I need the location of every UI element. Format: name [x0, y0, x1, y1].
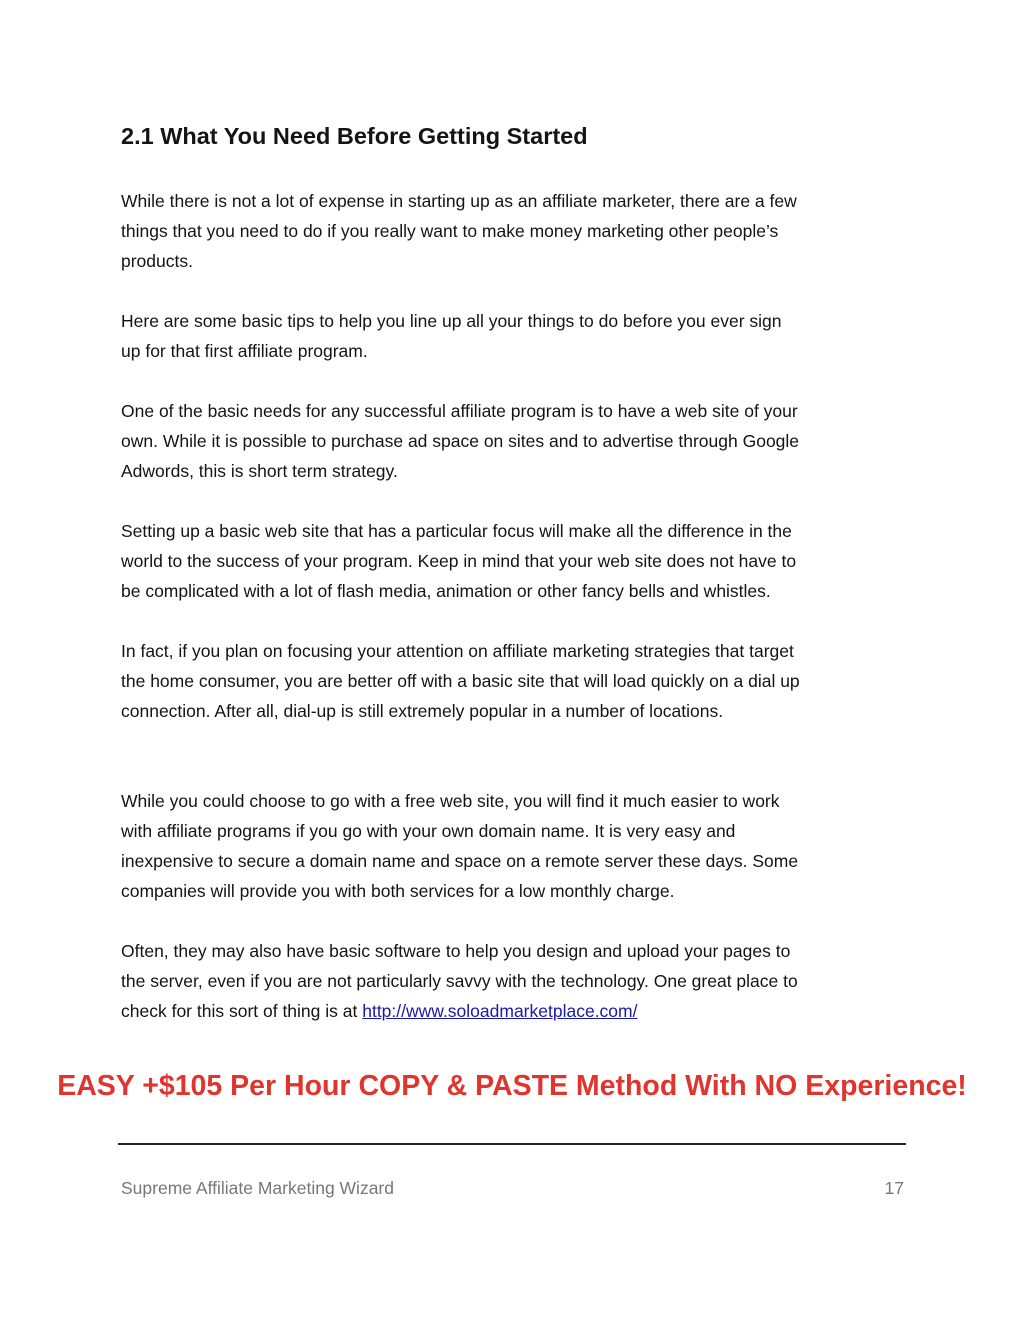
promo-banner[interactable]: EASY +$105 Per Hour COPY & PASTE Method With NO Experience! — [57, 1070, 967, 1102]
paragraph-line: Often, they may also have basic software to help you design and upload your pages to — [121, 941, 791, 961]
paragraph-line: connection. After all, dial-up is still extremely popular in a number of locations. — [121, 701, 724, 721]
paragraph-3 — [121, 396, 921, 486]
paragraph-line: inexpensive to secure a domain name and space on a remote server these days. Some — [121, 851, 799, 871]
paragraph-line: with affiliate programs if you go with your own domain name. It is very easy and — [121, 821, 736, 841]
paragraph-line: up for that first affiliate program. — [121, 341, 368, 361]
paragraph-text: check for this sort of thing is at — [121, 1001, 363, 1021]
paragraph-line: Adwords, this is short term strategy. — [121, 461, 398, 481]
paragraph-line: own. While it is possible to purchase ad space on sites and to advertise through Google — [121, 431, 800, 451]
paragraph-7 — [121, 936, 921, 1026]
paragraph-line: One of the basic needs for any successful affiliate program is to have a web site of your — [121, 401, 798, 421]
paragraph-line: Setting up a basic web site that has a particular focus will make all the difference in the — [121, 521, 792, 541]
page-number: 17 — [884, 1178, 904, 1198]
paragraph-line: companies will provide you with both services for a low monthly charge. — [121, 881, 675, 901]
paragraph-line: products. — [121, 251, 193, 271]
paragraph-line: Here are some basic tips to help you line up all your things to do before you ever sign — [121, 311, 782, 331]
paragraph-line: things that you need to do if you really want to make money marketing other people’s — [121, 221, 779, 241]
footer-title: Supreme Affiliate Marketing Wizard — [121, 1178, 394, 1198]
paragraph-line: While there is not a lot of expense in starting up as an affiliate marketer, there are a few — [121, 191, 797, 211]
paragraph-4 — [121, 516, 921, 606]
paragraph-line: In fact, if you plan on focusing your attention on affiliate marketing strategies that target — [121, 641, 794, 661]
paragraph-line: be complicated with a lot of flash media, animation or other fancy bells and whistles. — [121, 581, 771, 601]
paragraph-line: world to the success of your program. Keep in mind that your web site does not have to — [121, 551, 797, 571]
paragraph-line: While you could choose to go with a free web site, you will find it much easier to work — [121, 791, 780, 811]
soloadmarketplace-link[interactable]: http://www.soloadmarketplace.com/ — [362, 1001, 638, 1021]
paragraph-6 — [121, 786, 921, 906]
paragraph-line: the server, even if you are not particularly savvy with the technology. One great place to — [121, 971, 798, 991]
footer-divider — [118, 1143, 906, 1145]
paragraph-5 — [121, 636, 921, 726]
paragraph-line-with-link — [121, 996, 921, 1026]
paragraph-1 — [121, 186, 921, 276]
section-heading: 2.1 What You Need Before Getting Started — [121, 123, 588, 149]
paragraph-2 — [121, 306, 921, 366]
paragraph-line: the home consumer, you are better off with a basic site that will load quickly on a dial up — [121, 671, 800, 691]
